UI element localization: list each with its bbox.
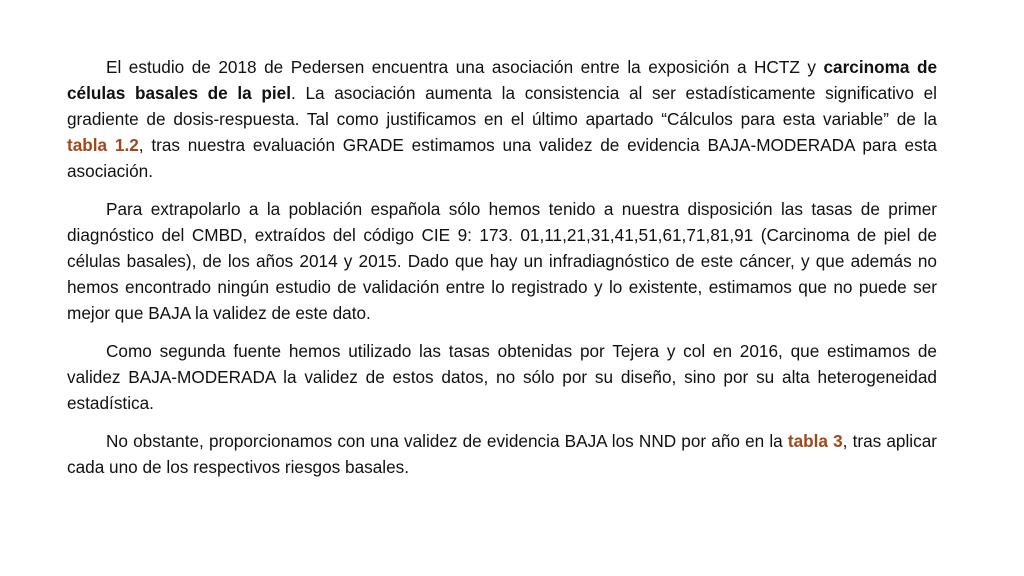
table-3-reference: tabla 3 (787, 431, 843, 451)
paragraph-spanish-population (67, 196, 937, 326)
paragraph-second-source (67, 338, 937, 416)
paragraph-nnd-per-year (67, 428, 937, 480)
p1-text-3: , tras nuestra evaluación GRADE estimamos una validez de evidencia BAJA-MODERADA para esta asociación. (67, 135, 937, 181)
p2-text: Para extrapolarlo a la población española sólo hemos tenido a nuestra disposición las tasas de primer diagnóstico del CMBD, extraídos del código CIE 9: 173. 01,11,21,31,41,51,61,71,81,91 (Carcinoma de piel de células basales), de los años 2014 y 2015. Dado que hay un infradiagnóstico de este cáncer, y que además no hemos encontrado ningún estudio de validación entre lo registrado y lo existente, estimamos que no puede ser mejor que BAJA la validez de este dato. (67, 199, 937, 323)
table-1-2-reference: tabla 1.2 (67, 135, 139, 155)
paragraph-pedersen-study (67, 54, 937, 184)
p1-bold-term: carcinoma de células basales de la piel (67, 57, 937, 103)
p4-text-2: , tras aplicar cada uno de los respectivos riesgos basales. (67, 431, 937, 477)
slide-body (67, 54, 937, 492)
p3-text: Como segunda fuente hemos utilizado las tasas obtenidas por Tejera y col en 2016, que estimamos de validez BAJA-MODERADA la validez de estos datos, no sólo por su diseño, sino por su alta heterogeneidad estadística. (67, 341, 937, 413)
p1-text-2: . La asociación aumenta la consistencia al ser estadísticamente significativo el gradiente de dosis-respuesta. Tal como justificamos en el último apartado “Cálculos para esta variable” de la (67, 83, 937, 129)
p1-text-1: El estudio de 2018 de Pedersen encuentra una asociación entre la exposición a HCTZ y (106, 57, 824, 77)
p4-text-1: No obstante, proporcionamos con una validez de evidencia BAJA los NND por año en la (106, 431, 788, 451)
